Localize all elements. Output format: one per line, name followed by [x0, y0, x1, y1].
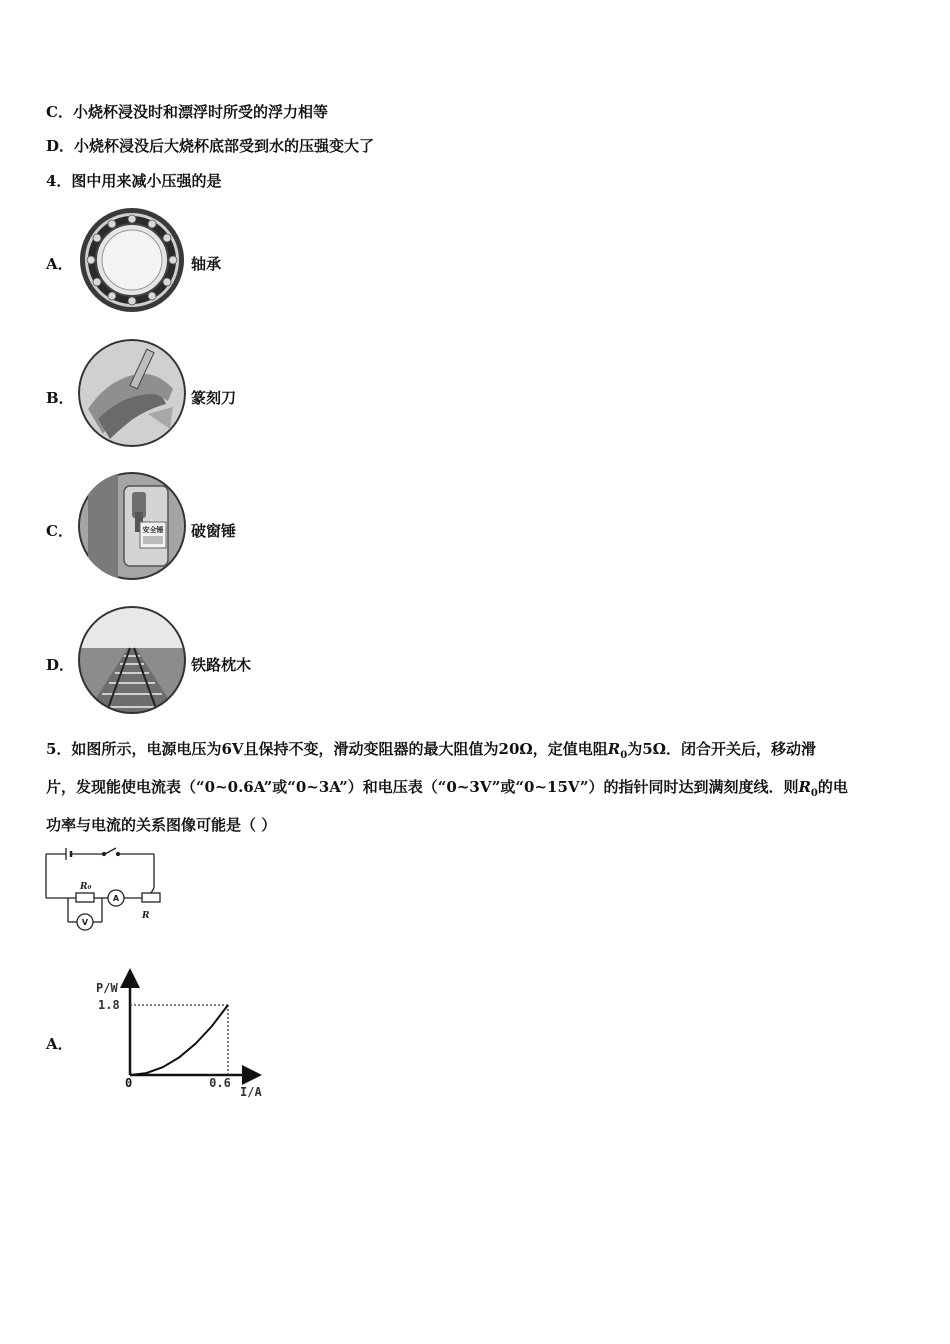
circuit-diagram [44, 846, 164, 936]
r0-label: R₀ [80, 882, 92, 892]
q4-option-b-text: 篆刻刀 [191, 389, 237, 407]
q5-stem-line1 [46, 739, 816, 766]
q4-option-d-label: D． [46, 656, 75, 674]
q5-line2-a: 片，发现能使电流表（“0~0.6A”或“0~3A”）和电压表（“0~3V”或“0~15V”）的指针同时达到满刻度线．则 [46, 778, 799, 796]
q3-option-d-label: D． [46, 137, 75, 155]
r0-symbol-2: R [798, 778, 811, 796]
q3-option-d-text: 小烧杯浸没后大烧杯底部受到水的压强变大了 [74, 137, 375, 155]
r0-subscript-2: 0 [810, 788, 818, 799]
ammeter-label: A [112, 894, 120, 903]
voltmeter-label: V [81, 918, 89, 927]
q3-option-c-label: C． [46, 103, 73, 121]
q4-option-b-label: B． [46, 389, 74, 407]
q5-line1-a: 5．如图所示，电源电压为6V且保持不变，滑动变阻器的最大阻值为20Ω，定值电阻 [46, 740, 608, 758]
power-curve [130, 1005, 228, 1075]
q3-option-c [46, 102, 328, 122]
y-tick-label: 1.8 [98, 998, 120, 1012]
q4-option-a-text: 轴承 [191, 255, 222, 273]
bearing-image [78, 206, 186, 314]
power-current-chart [92, 968, 272, 1100]
railway-sleepers-image [78, 606, 186, 714]
q5-line2-b: 的电 [817, 778, 848, 796]
origin-label: 0 [125, 1076, 133, 1090]
q5-stem-line3: 功率与电流的关系图像可能是（ ） [46, 816, 277, 834]
q5-line1-b: 为5Ω．闭合开关后，移动滑 [627, 740, 816, 758]
q5-option-a-label: A． [46, 1035, 73, 1053]
r0-symbol: R [607, 740, 621, 758]
carving-knife-image [78, 339, 186, 447]
x-axis-label: I/A [240, 1085, 262, 1099]
q5-stem-line2 [46, 777, 848, 804]
q4-option-c-label: C． [46, 522, 73, 540]
x-tick-label: 0.6 [209, 1076, 231, 1090]
rheostat-label: R [142, 911, 150, 921]
q4-option-a-label: A． [46, 255, 73, 273]
q3-option-c-text: 小烧杯浸没时和漂浮时所受的浮力相等 [72, 103, 328, 121]
y-axis-label: P/W [96, 981, 118, 995]
safety-hammer-sign: 安全锤 [142, 526, 164, 534]
r0-subscript: 0 [620, 750, 628, 761]
q4-option-d-text: 铁路枕木 [191, 656, 252, 674]
q4-stem: 4．图中用来减小压强的是 [46, 172, 222, 190]
q4-option-c-text: 破窗锤 [191, 522, 237, 540]
q3-option-d [46, 136, 374, 156]
window-hammer-image [78, 472, 186, 580]
